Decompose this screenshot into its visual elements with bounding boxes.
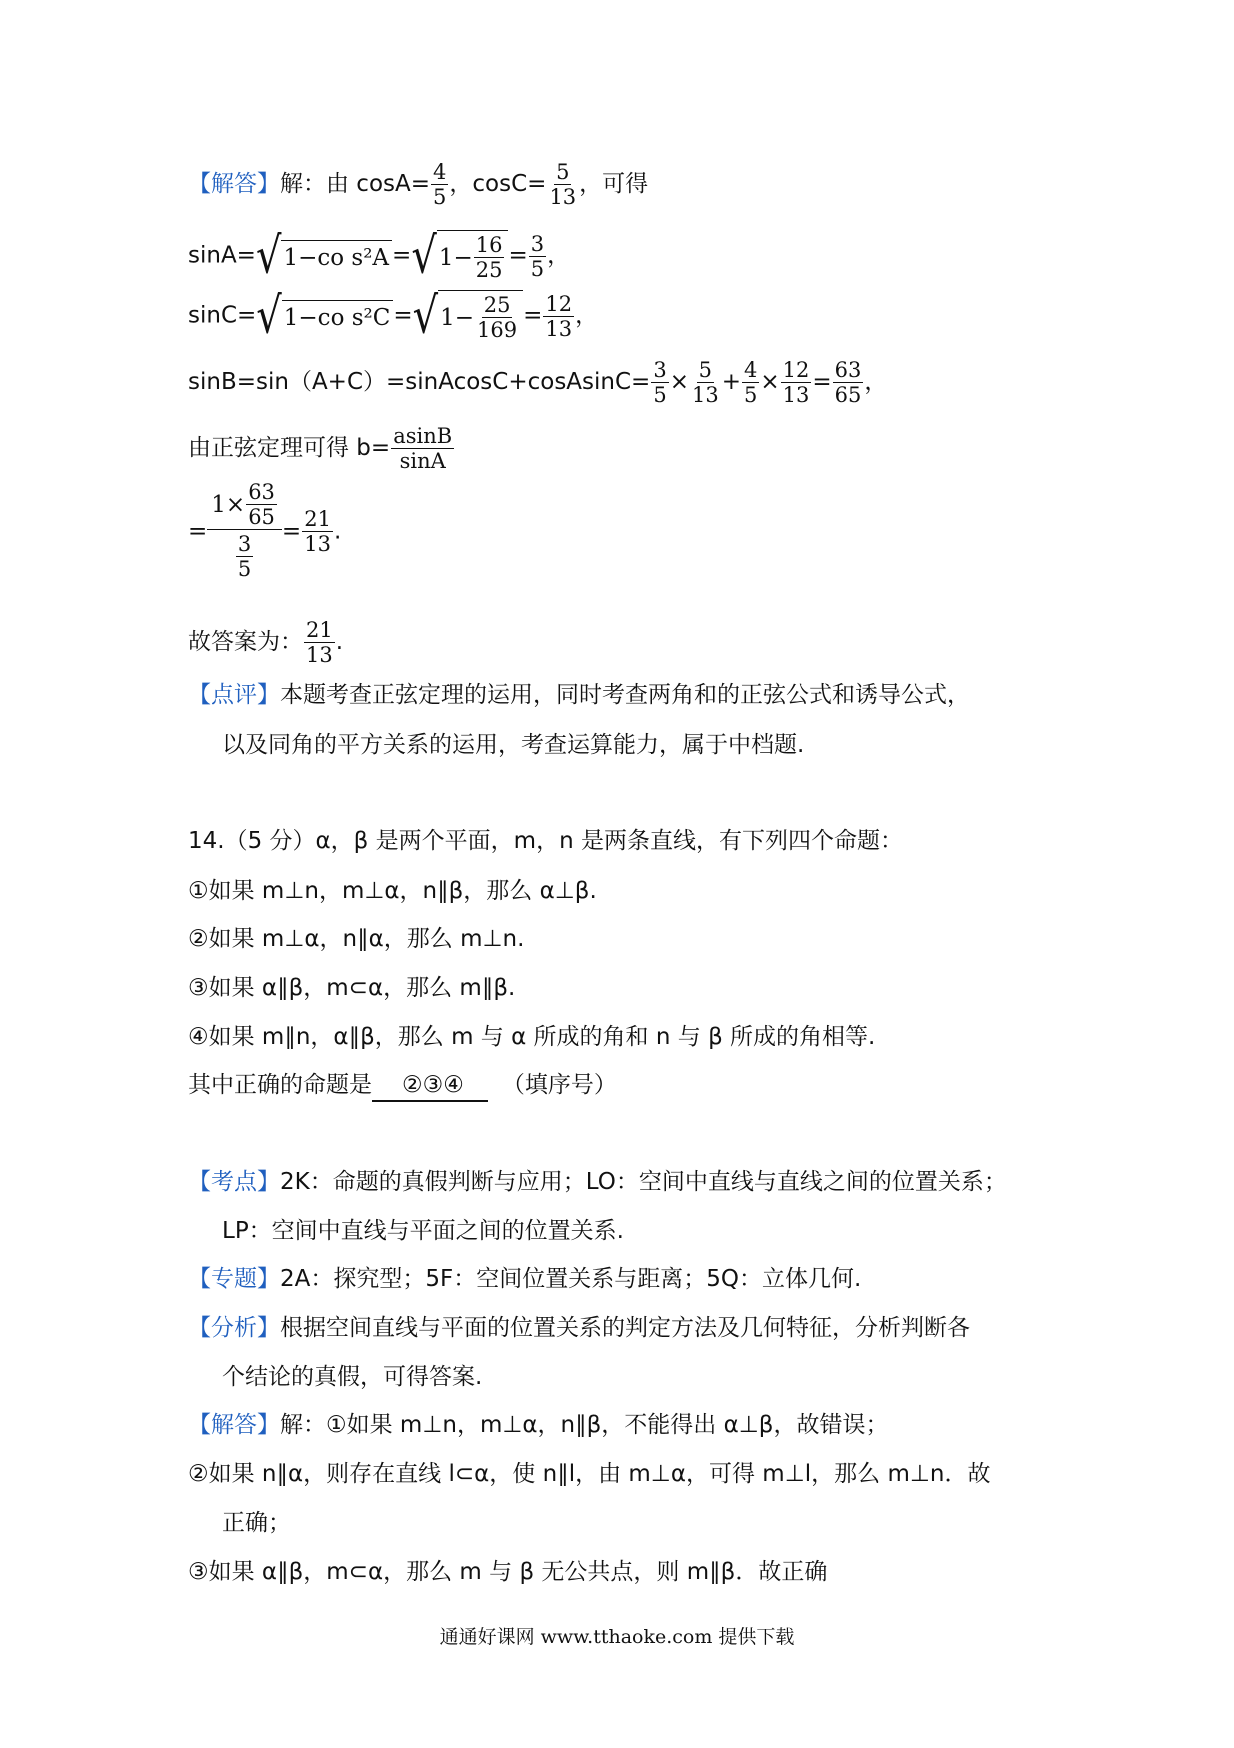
solution-tag: 【解答】 bbox=[188, 171, 280, 197]
q14-proposition-2: ②如果 m⊥α，n∥α，那么 m⊥n. bbox=[188, 926, 525, 952]
solution-tag: 【解答】 bbox=[188, 1412, 280, 1438]
compound-fraction: 1× $\frac{63}{65}$ $\frac{3}{5}$ bbox=[207, 480, 282, 583]
sqrt-expression: √ 1− $\frac{16}{25}$ bbox=[411, 230, 508, 282]
kaodian-tag: 【考点】 bbox=[188, 1169, 280, 1195]
sqrt-expression: √ 1−co s²A bbox=[256, 236, 392, 276]
zhuanti-tag: 【专题】 bbox=[188, 1266, 280, 1292]
q14-kaodian-line-2: LP：空间中直线与平面之间的位置关系. bbox=[222, 1218, 624, 1244]
q14-jieda-line-1: 【解答】解：①如果 m⊥n，m⊥α，n∥β，不能得出 α⊥β，故错误； bbox=[188, 1412, 889, 1438]
s13-sinB-line: sinB=sin（A+C）=sinAcosC+cosAsinC= $\frac{3}{5}$ × $\frac{5}{13}$ + $\frac{4}{5}$ × $\frac{12}{13}$ = $\frac{63}{65}$ ， bbox=[188, 358, 888, 407]
q14-fenxi-line-2: 个结论的真假，可得答案. bbox=[222, 1364, 483, 1390]
q14-proposition-1: ①如果 m⊥n，m⊥α，n∥β，那么 α⊥β. bbox=[188, 878, 597, 904]
sqrt-expression: √ 1−co s²C bbox=[256, 296, 393, 336]
answer-blank: ②③④ bbox=[372, 1070, 488, 1102]
fenxi-tag: 【分析】 bbox=[188, 1315, 280, 1341]
s13-compound-fraction-line: = 1× $\frac{63}{65}$ $\frac{3}{5}$ = $\frac{21}{13}$ . bbox=[188, 480, 342, 581]
q14-zhuanti-line: 【专题】2A：探究型；5F：空间位置关系与距离；5Q：立体几何. bbox=[188, 1266, 862, 1292]
s13-sinA-line: sinA= √ 1−co s²A = √ 1− $\frac{16}{25}$ = $\frac{3}{5}$ ， bbox=[188, 227, 571, 285]
s13-sinC-line: sinC= √ 1−co s²C = √ 1− $\frac{25}{169}$ = $\frac{12}{13}$ ， bbox=[188, 287, 599, 345]
q14-jieda-line-2: ②如果 n∥α，则存在直线 l⊂α，使 n∥l，由 m⊥α，可得 m⊥l，那么 m⊥n．故 bbox=[188, 1461, 991, 1487]
q14-proposition-4: ④如果 m∥n，α∥β，那么 m 与 α 所成的角和 n 与 β 所成的角相等. bbox=[188, 1024, 876, 1050]
q14-jieda-line-3: 正确； bbox=[222, 1510, 291, 1536]
q14-jieda-line-4: ③如果 α∥β，m⊂α，那么 m 与 β 无公共点，则 m∥β．故正确 bbox=[188, 1559, 828, 1585]
fraction-cosC: $\frac{5}{13}$ bbox=[549, 160, 577, 209]
s13-comment-line-1: 【点评】本题考查正弦定理的运用，同时考查两角和的正弦公式和诱导公式， bbox=[188, 682, 970, 708]
page-footer: 通通好课网 www.tthaoke.com 提供下载 bbox=[439, 1626, 795, 1648]
text: 解：由 cosA= bbox=[280, 171, 431, 197]
s13-law-of-sines-line: 由正弦定理可得 b= $\frac{asinB}{\sin A}$ bbox=[188, 424, 453, 473]
s13-answer-line: 故答案为： $\frac{21}{13}$ . bbox=[188, 618, 344, 667]
q14-proposition-3: ③如果 α∥β，m⊂α，那么 m∥β. bbox=[188, 975, 516, 1001]
sqrt-expression: √ 1− $\frac{25}{169}$ bbox=[413, 290, 524, 342]
s13-comment-line-2: 以及同角的平方关系的运用，考查运算能力，属于中档题. bbox=[222, 732, 805, 758]
comment-tag: 【点评】 bbox=[188, 682, 280, 708]
q14-stem: 14.（5 分）α，β 是两个平面，m，n 是两条直线，有下列四个命题： bbox=[188, 828, 903, 854]
q14-kaodian-line-1: 【考点】2K：命题的真假判断与应用；LO：空间中直线与直线之间的位置关系； bbox=[188, 1169, 1007, 1195]
s13-solution-line-1: 【解答】解：由 cosA= $\frac{4}{5}$ ，cosC= $\frac{5}{13}$ ，可得 bbox=[188, 160, 649, 209]
fraction-cosA: $\frac{4}{5}$ bbox=[433, 160, 447, 209]
q14-fenxi-line-1: 【分析】根据空间直线与平面的位置关系的判定方法及几何特征，分析判断各 bbox=[188, 1315, 970, 1341]
q14-fill-line: 其中正确的命题是 ②③④ （填序号） bbox=[188, 1070, 617, 1102]
